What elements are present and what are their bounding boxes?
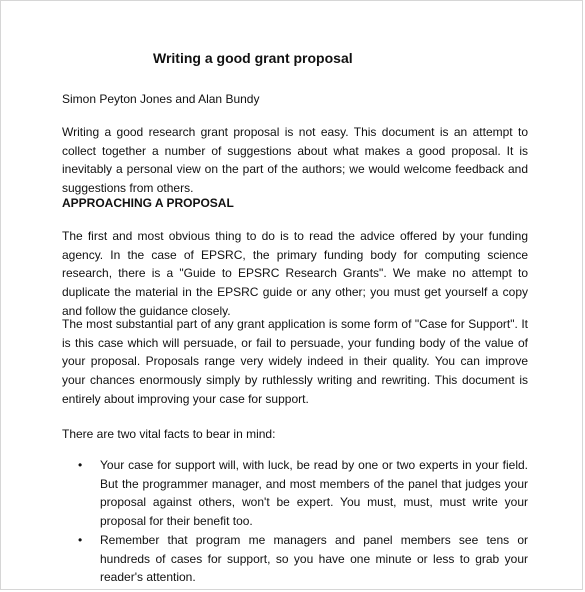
list-item	[62, 456, 528, 531]
list-item-text: Your case for support will, with luck, be read by one or two experts in your field. But the programmer manager, and most members of the panel that judges your proposal against others, won't be expert. You must, must, must write your proposal for their benefit too.	[100, 458, 528, 529]
document-authors: Simon Peyton Jones and Alan Bundy	[62, 92, 260, 106]
paragraph-case-for-support: The most substantial part of any grant application is some form of "Case for Support". It is this case which will persuade, or fail to persuade, your funding body of the value of your proposal. Proposals range very widely indeed in their quality. You can improve your chances enormously simply by ruthlessly writing and rewriting. This document is entirely about improving your case for support.	[62, 317, 528, 406]
bullet-icon: •	[78, 532, 83, 547]
bullet-icon: •	[78, 458, 83, 472]
list-item-text: Remember that program me managers and panel members see tens or hundreds of cases for support, so you have one minute or less to grab your reader's attention.	[100, 532, 528, 585]
document-title: Writing a good grant proposal	[153, 50, 353, 66]
list-item	[62, 531, 528, 587]
section-heading: APPROACHING A PROPOSAL	[62, 196, 234, 210]
paragraph-funding-agency: The first and most obvious thing to do is to read the advice offered by your funding agency. In the case of EPSRC, the primary funding body for computing science research, there is a "Guide to EPSRC Research Grants". We make no attempt to duplicate the material in the EPSRC guide or any other; you must get yourself a copy and follow the guidance closely.	[62, 229, 528, 318]
vital-facts-list	[62, 456, 528, 587]
facts-intro-paragraph: There are two vital facts to bear in mind:	[62, 427, 276, 441]
intro-paragraph: Writing a good research grant proposal is not easy. This document is an attempt to collect together a number of suggestions about what makes a good proposal. It is inevitably a personal view on the part of the authors; we would welcome feedback and suggestions from others.	[62, 125, 528, 196]
